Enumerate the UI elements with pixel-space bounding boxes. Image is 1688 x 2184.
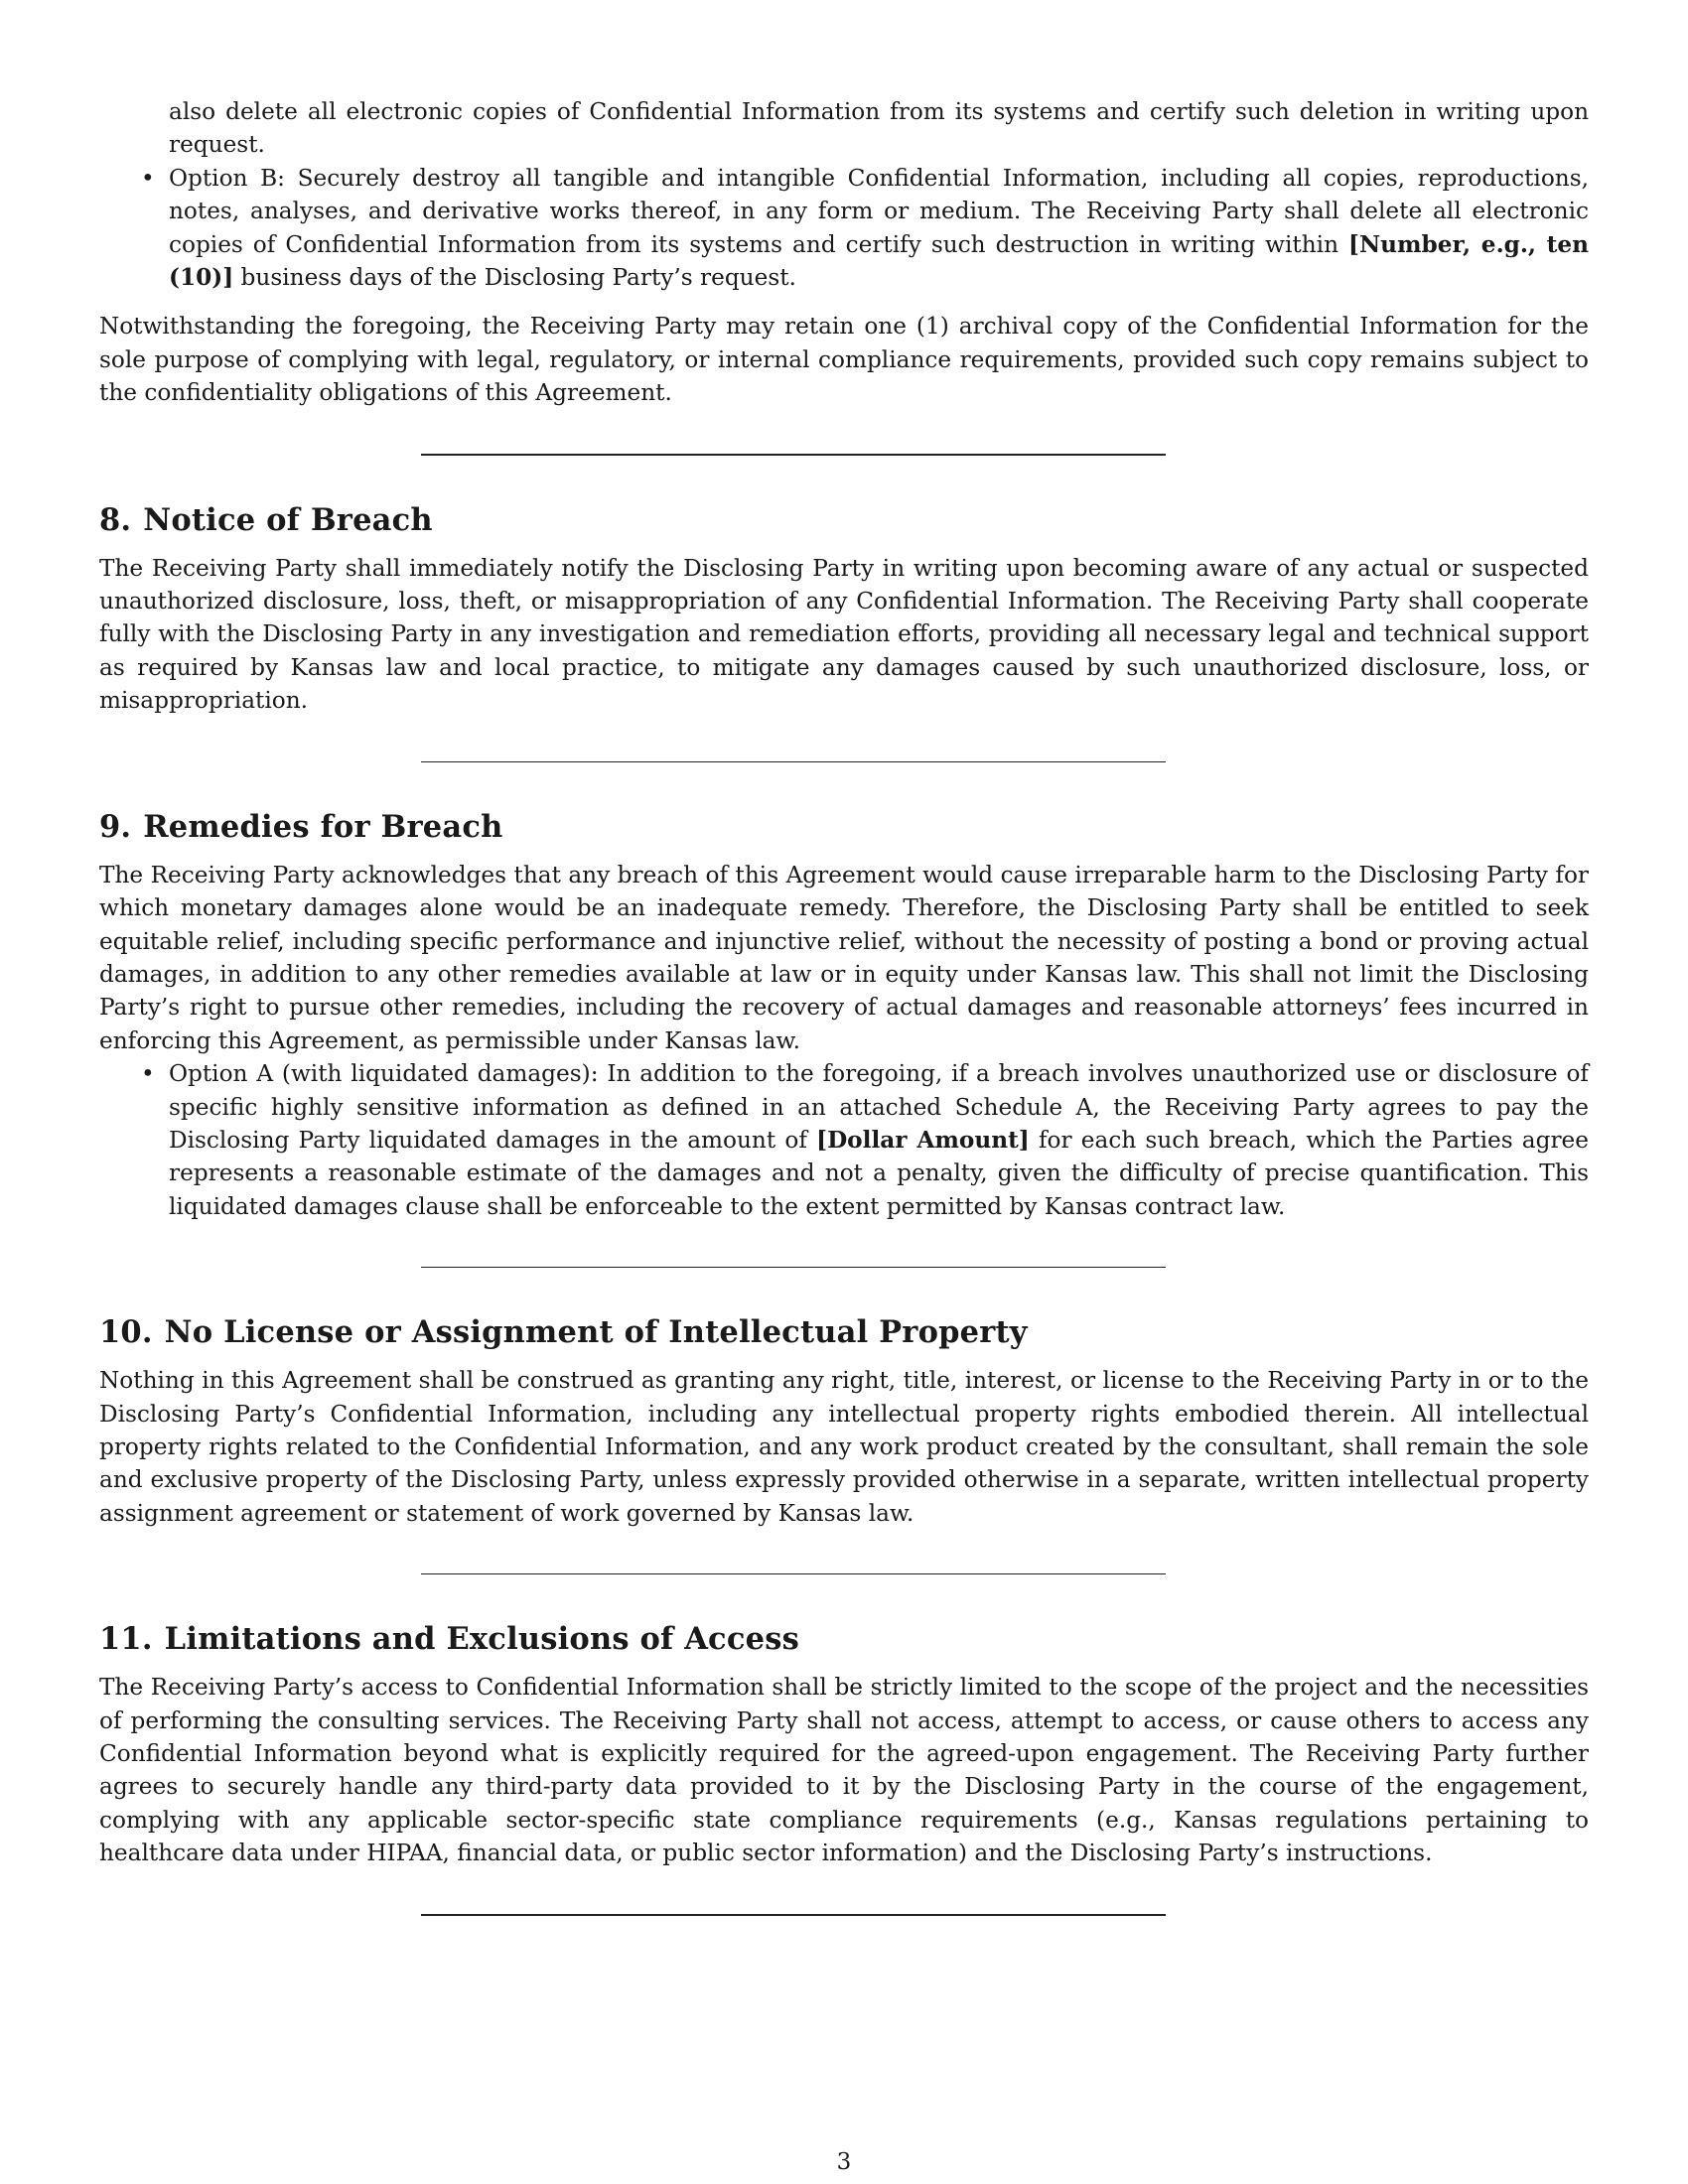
section-title: Limitations and Exclusions of Access bbox=[164, 1621, 799, 1658]
option-a-text-before: Option A (with liquidated damages): In addition to the foregoing, if a breach involves unauthorized use or disclosure of specific highly sensitive information as defined in an attached Schedule A, the Receiving Party agrees to pay the Disclosing Party liquidated damages in the amount of bbox=[169, 1060, 1589, 1154]
option-list bbox=[99, 95, 1589, 294]
section-divider bbox=[421, 761, 1166, 762]
option-b-item bbox=[169, 162, 1589, 295]
section-number: 11. bbox=[99, 1621, 153, 1658]
section-divider bbox=[421, 454, 1166, 456]
section-divider bbox=[421, 1573, 1166, 1574]
option-b-text-after: business days of the Disclosing Party’s request. bbox=[233, 264, 796, 292]
notwithstanding-paragraph: Notwithstanding the foregoing, the Receiving Party may retain one (1) archival copy of the Confidential Information for the sole purpose of complying with legal, regulatory, or internal compliance requirements, provided such copy remains subject to the confidentiality obligations of this Agreement. bbox=[99, 313, 1589, 407]
continued-option-text bbox=[169, 95, 1589, 162]
option-a-item bbox=[169, 1057, 1589, 1223]
document-page bbox=[99, 95, 1589, 1916]
section-8-body: The Receiving Party shall immediately notify the Disclosing Party in writing upon becoming aware of any actual or suspected unauthorized disclosure, loss, theft, or misappropriation of any Confidential Information. The Receiving Party shall cooperate fully with the Disclosing Party in any investigation and remediation efforts, providing all necessary legal and technical support as required by Kansas law and local practice, to mitigate any damages caused by such unauthorized disclosure, loss, or misappropriation. bbox=[99, 554, 1589, 715]
section-number: 9. bbox=[99, 808, 132, 845]
continued-option-a-text: also delete all electronic copies of Confidential Information from its systems and certify such deletion in writing upon request. bbox=[169, 98, 1589, 159]
section-divider bbox=[421, 1914, 1166, 1916]
section-title: No License or Assignment of Intellectual Property bbox=[164, 1314, 1028, 1351]
option-b-placeholder: [Number, e.g., ten (10)] bbox=[169, 230, 1590, 292]
section-9-body: The Receiving Party acknowledges that any breach of this Agreement would cause irreparable harm to the Disclosing Party for which monetary damages alone would be an inadequate remedy. Therefore, the Disclosing Party shall be entitled to seek equitable relief, including specific performance and injunctive relief, without the necessity of posting a bond or proving actual damages, in addition to any other remedies available at law or in equity under Kansas law. This shall not limit the Disclosing Party’s right to pursue other remedies, including the recovery of actual damages and reasonable attorneys’ fees incurred in enforcing this Agreement, as permissible under Kansas law. bbox=[99, 861, 1589, 1054]
section-title: Notice of Breach bbox=[143, 501, 433, 538]
section-title: Remedies for Breach bbox=[143, 808, 503, 845]
page-number: 3 bbox=[836, 2149, 852, 2175]
section-number: 10. bbox=[99, 1314, 153, 1351]
option-a-text-after: for each such breach, which the Parties agree represents a reasonable estimate of the damages and not a penalty, given the difficulty of precise quantification. This liquidated damages clause shall be enforceable to the extent permitted by Kansas contract law. bbox=[169, 1126, 1589, 1220]
section-number: 8. bbox=[99, 501, 132, 538]
section-heading-8 bbox=[99, 502, 1589, 538]
section-heading-9 bbox=[99, 809, 1589, 845]
section-divider bbox=[421, 1267, 1166, 1268]
section-11-body: The Receiving Party’s access to Confidential Information shall be strictly limited to the scope of the project and the necessities of performing the consulting services. The Receiving Party shall not access, attempt to access, or cause others to access any Confidential Information beyond what is explicitly required for the agreed-upon engagement. The Receiving Party further agrees to securely handle any third-party data provided to it by the Disclosing Party in the course of the engagement, complying with any applicable sector-specific state compliance requirements (e.g., Kansas regulations pertaining to healthcare data under HIPAA, financial data, or public sector information) and the Disclosing Party’s instructions. bbox=[99, 1674, 1589, 1867]
option-b-text-before: Option B: Securely destroy all tangible and intangible Confidential Information, including all copies, reproductions, notes, analyses, and derivative works thereof, in any form or medium. The Receiving Party shall delete all electronic copies of Confidential Information from its systems and certify such destruction in writing within bbox=[169, 164, 1589, 258]
option-list bbox=[99, 1057, 1589, 1223]
section-heading-10 bbox=[99, 1314, 1589, 1350]
section-heading-11 bbox=[99, 1621, 1589, 1657]
section-10-body: Nothing in this Agreement shall be construed as granting any right, title, interest, or license to the Receiving Party in or to the Disclosing Party’s Confidential Information, including any intellectual property rights embodied therein. All intellectual property rights related to the Confidential Information, and any work product created by the consultant, shall remain the sole and exclusive property of the Disclosing Party, unless expressly provided otherwise in a separate, written intellectual property assignment agreement or statement of work governed by Kansas law. bbox=[99, 1367, 1589, 1527]
option-a-placeholder: [Dollar Amount] bbox=[816, 1126, 1030, 1154]
